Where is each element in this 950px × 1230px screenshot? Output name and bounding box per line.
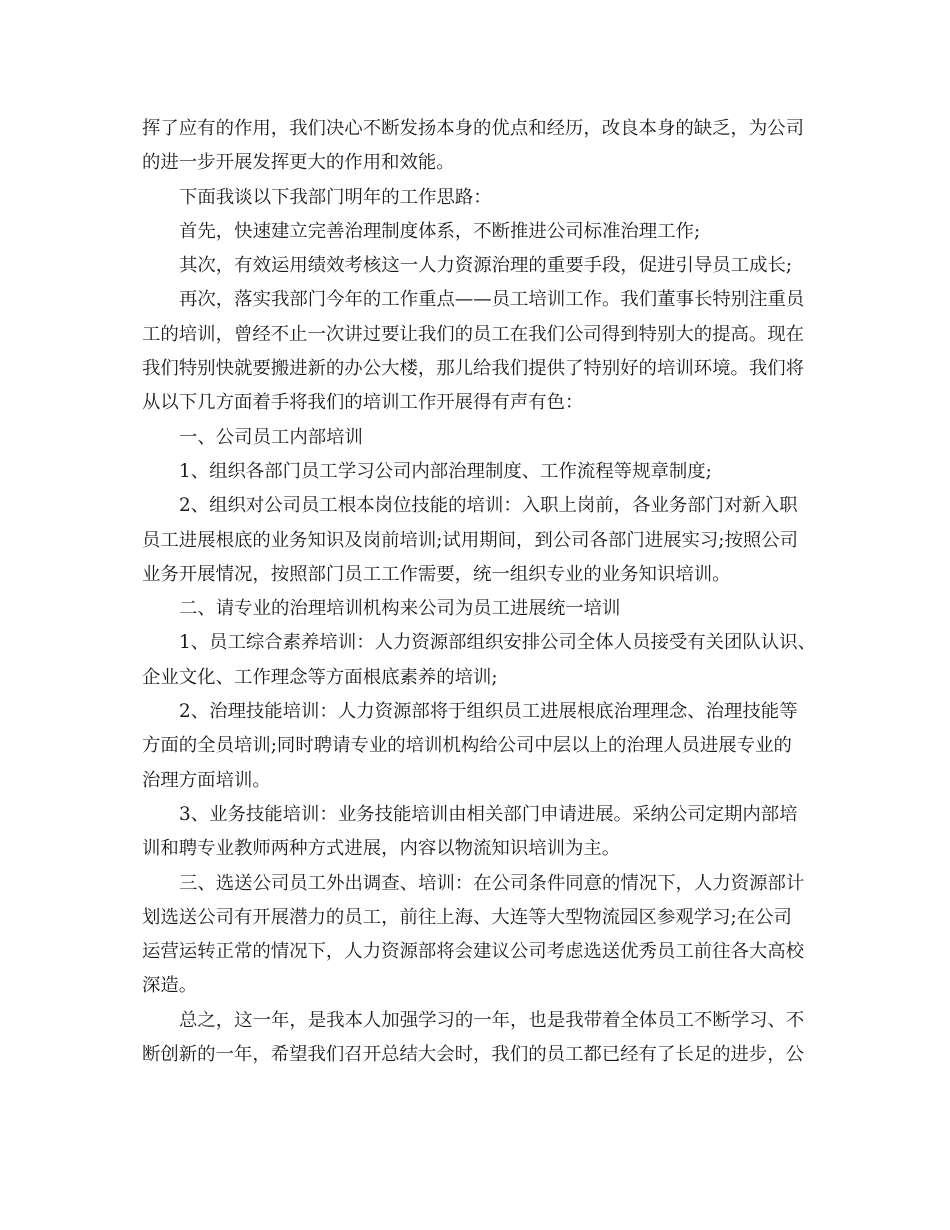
document-body [142,112,822,1072]
text-line: 挥了应有的作用，我们决心不断发扬本身的优点和经历，改良本身的缺乏，为公司 [142,118,805,139]
text-line: 二、请专业的治理培训机构来公司为员工进展统一培训 [179,598,621,620]
text-line: 训和聘专业教师两种方式进展，内容以物流知识培训为主。 [142,838,621,860]
text-line: 深造。 [142,975,198,997]
text-line: 3、业务技能培训：业务技能培训由相关部门申请进展。采纳公司定期内部培 [179,803,798,825]
text-line: 三、选送公司员工外出调查、培训：在公司条件同意的情况下，人力资源部计 [179,872,805,894]
text-line: 一、公司员工内部培训 [179,426,363,448]
text-line: 1、组织各部门员工学习公司内部治理制度、工作流程等规章制度; [179,460,712,482]
text-line: 的进一步开展发挥更大的作用和效能。 [142,152,455,174]
text-line: 工的培训，曾经不止一次讲过要让我们的员工在我们公司得到特别大的提高。现在 [142,323,805,345]
text-line: 治理方面培训。 [142,769,271,791]
text-line: 总之，这一年，是我本人加强学习的一年，也是我带着全体员工不断学习、不 [179,1009,805,1031]
text-line: 断创新的一年，希望我们召开总结大会时，我们的员工都已经有了长足的进步，公 [142,1044,805,1066]
text-line: 方面的全员培训;同时聘请专业的培训机构给公司中层以上的治理人员进展专业的 [142,735,792,757]
text-line: 1、员工综合素养培训：人力资源部组织安排公司全体人员接受有关团队认识、 [179,632,816,654]
text-line: 运营运转正常的情况下，人力资源部将会建议公司考虑选送优秀员工前往各大高校 [142,941,805,963]
text-line: 下面我谈以下我部门明年的工作思路： [179,186,492,208]
text-line: 其次，有效运用绩效考核这一人力资源治理的重要手段，促进引导员工成长; [179,255,793,277]
text-line: 业务开展情况，按照部门员工工作需要，统一组织专业的业务知识培训。 [142,563,731,585]
text-line: 我们特别快就要搬进新的办公大楼，那儿给我们提供了特别好的培训环境。我们将 [142,358,805,380]
text-line: 2、组织对公司员工根本岗位技能的培训：入职上岗前，各业务部门对新入职 [179,495,798,517]
text-line: 2、治理技能培训：人力资源部将于组织员工进展根底治理理念、治理技能等 [179,701,798,723]
text-line: 再次，落实我部门今年的工作重点——员工培训工作。我们董事长特别注重员 [179,289,805,311]
text-line: 从以下几方面着手将我们的培训工作开展得有声有色： [142,392,584,414]
text-line: 首先，快速建立完善治理制度体系，不断推进公司标准治理工作; [179,220,701,242]
text-line: 企业文化、工作理念等方面根底素养的培训; [142,666,498,688]
text-line: 划选送公司有开展潜力的员工，前往上海、大连等大型物流园区参观学习;在公司 [142,906,792,928]
text-line: 员工进展根底的业务知识及岗前培训;试用期间，到公司各部门进展实习;按照公司 [142,529,799,551]
